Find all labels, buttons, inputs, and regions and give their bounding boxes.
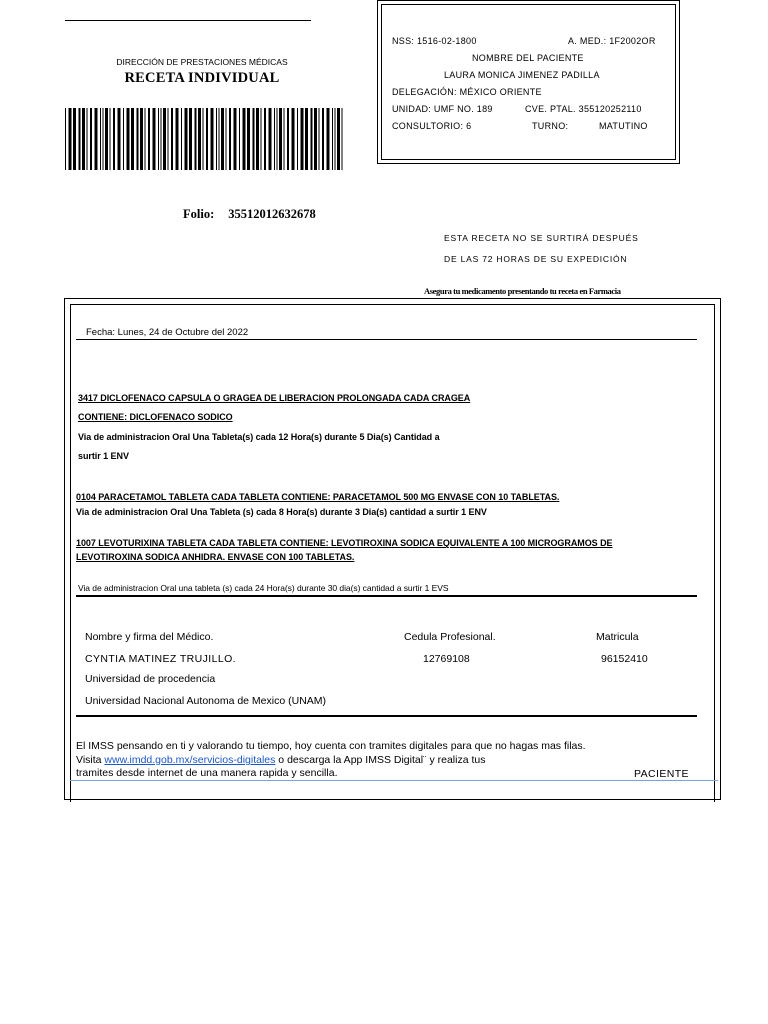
form-title: RECETA INDIVIDUAL — [124, 70, 280, 86]
folio — [183, 207, 316, 222]
prescription-date: Fecha: Lunes, 24 de Octubre del 2022 — [86, 327, 249, 338]
shift-value: MATUTINO — [599, 121, 648, 131]
footer-bottom-line — [70, 780, 718, 781]
cedula-label: Cedula Profesional. — [404, 631, 496, 643]
pharmacy-notice: Asegura tu medicamento presentando tu receta en Farmacia — [424, 286, 621, 296]
med1-dosage-line2: surtir 1 ENV — [78, 451, 129, 461]
matricula-label: Matricula — [596, 631, 639, 643]
patient-name-label: NOMBRE DEL PACIENTE — [472, 53, 584, 63]
patient-info-box — [377, 0, 680, 164]
footer-visit-text: Visita — [76, 754, 105, 766]
med2-title: 0104 PARACETAMOL TABLETA CADA TABLETA CONTIENE: PARACETAMOL 500 MG ENVASE CON 10 TABLETAS. — [76, 492, 560, 502]
prescription-divider — [76, 595, 697, 597]
med3-dosage: Via de administracion Oral una tableta (s) cada 24 Hora(s) durante 30 dia(s) cantidad a surtir 1 EVS — [78, 583, 449, 593]
medical-id-field: A. MED.: 1F2002OR — [568, 36, 656, 46]
med2-dosage: Via de administracion Oral Una Tableta (s) cada 8 Hora(s) durante 3 Dia(s) cantidad a surtir 1 ENV — [76, 507, 487, 517]
med1-title-line2: CONTIENE: DICLOFENACO SODICO — [78, 412, 233, 422]
footer-line3: tramites desde internet de una manera rapida y sencilla. — [76, 767, 338, 779]
folio-number: 35512012632678 — [228, 207, 316, 221]
unit-field: UNIDAD: UMF NO. 189 — [392, 104, 493, 114]
med3-title-line1: 1007 LEVOTURIXINA TABLETA CADA TABLETA CONTIENE: LEVOTIROXINA SODICA EQUIVALENTE A 100 MICROGRAMOS DE — [76, 538, 613, 548]
med1-dosage-line1: Via de administracion Oral Una Tableta(s) cada 12 Hora(s) durante 5 Dia(s) Cantidad a — [78, 432, 440, 442]
university-name: Universidad Nacional Autonoma de Mexico (UNAM) — [85, 695, 327, 707]
footer-line2 — [76, 754, 486, 766]
copy-type-label: PACIENTE — [634, 768, 689, 780]
doctor-name-label: Nombre y firma del Médico. — [85, 631, 214, 643]
barcode-image — [65, 108, 343, 170]
doctor-name: CYNTIA MATINEZ TRUJILLO. — [85, 653, 236, 665]
digital-services-link[interactable]: www.imdd.gob.mx/servicios-digitales — [104, 754, 276, 766]
nss-field: NSS: 1516-02-1800 — [392, 36, 477, 46]
delegation-field: DELEGACIÓN: MÉXICO ORIENTE — [392, 87, 542, 97]
prescription-box — [64, 298, 721, 800]
office-field: CONSULTORIO: 6 — [392, 121, 472, 131]
patient-name: LAURA MONICA JIMENEZ PADILLA — [444, 70, 600, 80]
date-divider — [76, 339, 697, 340]
expiry-notice-line1: ESTA RECETA NO SE SURTIRÁ DESPUÉS — [444, 233, 639, 243]
cedula-number: 12769108 — [423, 653, 470, 665]
expiry-notice-line2: DE LAS 72 HORAS DE SU EXPEDICIÓN — [444, 254, 628, 264]
signature-line — [65, 20, 311, 21]
footer-line1: El IMSS pensando en ti y valorando tu tiempo, hoy cuenta con tramites digitales para que no hagas mas filas. — [76, 740, 586, 752]
shift-label: TURNO: — [532, 121, 569, 131]
med1-title-line1: 3417 DICLOFENACO CAPSULA O GRAGEA DE LIBERACION PROLONGADA CADA CRAGEA — [78, 393, 471, 403]
doctor-divider — [76, 715, 697, 717]
postal-key-field: CVE. PTAL. 355120252110 — [525, 104, 642, 114]
university-label: Universidad de procedencia — [85, 673, 216, 685]
footer-app-text: o descarga la App IMSS Digital¨ y realiza tus — [275, 754, 486, 766]
department-label: DIRECCIÓN DE PRESTACIONES MÉDICAS — [116, 57, 288, 67]
folio-label: Folio: — [183, 207, 215, 221]
matricula-number: 96152410 — [601, 653, 648, 665]
med3-title-line2: LEVOTIROXINA SODICA ANHIDRA. ENVASE CON 100 TABLETAS. — [76, 552, 355, 562]
